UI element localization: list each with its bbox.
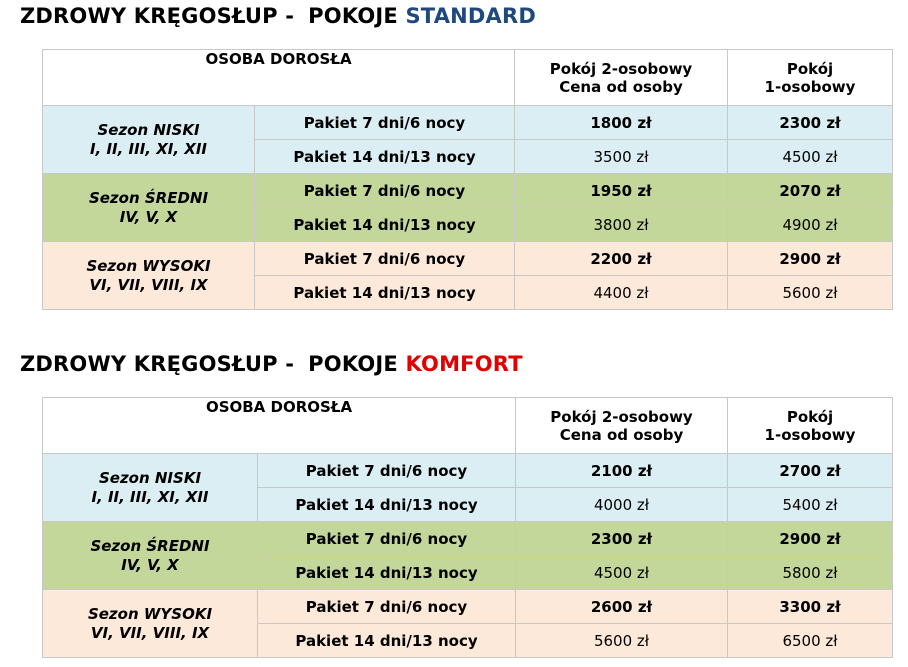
- season-name: Sezon WYSOKI: [86, 256, 211, 275]
- price-single: 2070 zł: [728, 174, 893, 208]
- package-label: Pakiet 7 dni/6 nocy: [255, 242, 515, 276]
- season-cell-low: [43, 454, 258, 522]
- season-months: VI, VII, VIII, IX: [89, 275, 208, 294]
- price-single: 3300 zł: [728, 590, 893, 624]
- season-months: IV, V, X: [119, 207, 178, 226]
- price-double: 2300 zł: [516, 522, 728, 556]
- header-single-line1: Pokój: [786, 407, 834, 426]
- package-label: Pakiet 7 dni/6 nocy: [258, 522, 516, 556]
- header-double-line1: Pokój 2-osobowy: [549, 59, 693, 78]
- season-name: Sezon ŚREDNI: [88, 188, 209, 207]
- price-double: 5600 zł: [516, 624, 728, 658]
- header-single-room: [728, 398, 893, 454]
- title-prefix: ZDROWY KRĘGOSŁUP -: [20, 352, 295, 376]
- header-double-room: [516, 398, 728, 454]
- season-months: IV, V, X: [121, 555, 179, 574]
- price-single: 2900 zł: [728, 522, 893, 556]
- header-single-line2: 1-osobowy: [764, 77, 856, 96]
- package-label: Pakiet 14 dni/13 nocy: [255, 140, 515, 174]
- season-months: VI, VII, VIII, IX: [90, 623, 210, 642]
- section-title: [20, 352, 523, 376]
- season-name: Sezon ŚREDNI: [90, 536, 210, 555]
- price-double: 2600 zł: [516, 590, 728, 624]
- price-single: 4900 zł: [728, 208, 893, 242]
- header-adult: OSOBA DOROSŁA: [43, 50, 515, 106]
- price-double: 4500 zł: [516, 556, 728, 590]
- table-header-row: [43, 398, 893, 454]
- price-table: [42, 49, 893, 310]
- header-single-line1: Pokój: [786, 59, 834, 78]
- season-name: Sezon NISKI: [97, 120, 200, 139]
- package-label: Pakiet 14 dni/13 nocy: [255, 276, 515, 310]
- package-label: Pakiet 14 dni/13 nocy: [258, 488, 516, 522]
- package-label: Pakiet 7 dni/6 nocy: [255, 106, 515, 140]
- package-label: Pakiet 7 dni/6 nocy: [255, 174, 515, 208]
- season-name: Sezon WYSOKI: [87, 604, 213, 623]
- season-cell-mid: [43, 174, 255, 242]
- price-double: 1950 zł: [515, 174, 728, 208]
- season-cell-low: [43, 106, 255, 174]
- season-months: I, II, III, XI, XII: [89, 139, 208, 158]
- table-header-row: [43, 50, 893, 106]
- package-label: Pakiet 14 dni/13 nocy: [258, 556, 516, 590]
- table-row: [43, 454, 893, 488]
- price-double: 4400 zł: [515, 276, 728, 310]
- price-double: 3500 zł: [515, 140, 728, 174]
- season-cell-high: [43, 242, 255, 310]
- package-label: Pakiet 7 dni/6 nocy: [258, 590, 516, 624]
- price-double: 1800 zł: [515, 106, 728, 140]
- title-highlight: KOMFORT: [405, 352, 523, 376]
- price-single: 4500 zł: [728, 140, 893, 174]
- price-table: [42, 397, 893, 658]
- price-double: 4000 zł: [516, 488, 728, 522]
- price-single: 6500 zł: [728, 624, 893, 658]
- title-prefix: ZDROWY KRĘGOSŁUP -: [20, 4, 295, 28]
- title-highlight: STANDARD: [405, 4, 537, 28]
- season-name: Sezon NISKI: [98, 468, 202, 487]
- season-cell-high: [43, 590, 258, 658]
- table-row: [43, 590, 893, 624]
- table-row: [43, 242, 893, 276]
- header-double-line2: Cena od osoby: [559, 77, 683, 96]
- header-double-line2: Cena od osoby: [559, 425, 684, 444]
- header-double-line1: Pokój 2-osobowy: [550, 407, 693, 426]
- header-double-room: [515, 50, 728, 106]
- title-mid: POKOJE: [308, 352, 398, 376]
- price-double: 2100 zł: [516, 454, 728, 488]
- header-single-room: [728, 50, 893, 106]
- season-cell-mid: [43, 522, 258, 590]
- section-title: [20, 4, 536, 28]
- price-double: 3800 zł: [515, 208, 728, 242]
- table-row: [43, 174, 893, 208]
- price-single: 2300 zł: [728, 106, 893, 140]
- table-row: [43, 106, 893, 140]
- table-row: [43, 522, 893, 556]
- price-single: 5600 zł: [728, 276, 893, 310]
- price-single: 5400 zł: [728, 488, 893, 522]
- price-single: 2700 zł: [728, 454, 893, 488]
- package-label: Pakiet 7 dni/6 nocy: [258, 454, 516, 488]
- title-mid: POKOJE: [308, 4, 398, 28]
- price-double: 2200 zł: [515, 242, 728, 276]
- header-single-line2: 1-osobowy: [764, 425, 856, 444]
- season-months: I, II, III, XI, XII: [91, 487, 209, 506]
- price-single: 5800 zł: [728, 556, 893, 590]
- package-label: Pakiet 14 dni/13 nocy: [258, 624, 516, 658]
- header-adult: OSOBA DOROSŁA: [43, 398, 516, 454]
- package-label: Pakiet 14 dni/13 nocy: [255, 208, 515, 242]
- price-single: 2900 zł: [728, 242, 893, 276]
